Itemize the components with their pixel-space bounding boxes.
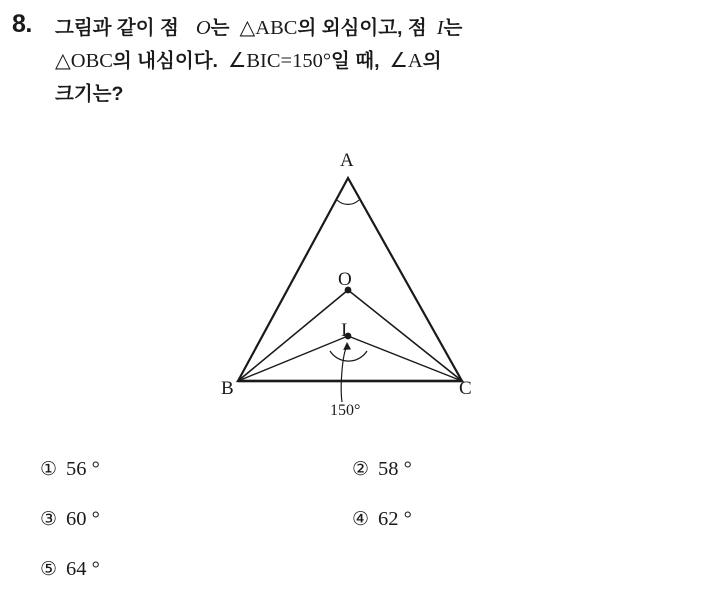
q1-text-4: 는 <box>443 17 463 39</box>
angle-leader-arrowhead <box>343 342 351 350</box>
q2-text-2: 일 때, <box>331 50 380 72</box>
choice-4[interactable] <box>352 508 412 531</box>
choice-5-value: 64 ° <box>66 558 100 580</box>
label-i: I <box>341 320 348 341</box>
choice-3[interactable] <box>40 508 100 531</box>
q3-text-1: 크기는? <box>55 83 124 105</box>
question-line-1 <box>55 12 695 45</box>
choice-1[interactable] <box>40 458 100 481</box>
q1-text-1: 그림과 같이 점 <box>55 17 179 39</box>
choice-2[interactable] <box>352 458 412 481</box>
label-b: B <box>221 378 234 399</box>
choice-2-value: 58 ° <box>378 458 412 480</box>
question-text <box>55 12 695 111</box>
angle-leader-line <box>341 346 347 402</box>
question-number: 8. <box>12 10 32 38</box>
segment-bi <box>238 336 348 381</box>
q1-text-3: 의 외심이고, 점 <box>297 17 427 39</box>
choice-4-marker: ④ <box>352 509 370 530</box>
segment-ic <box>348 336 462 381</box>
q1-math-O: O <box>195 17 211 39</box>
q2-math-150: 150 <box>292 50 323 72</box>
choice-3-marker: ③ <box>40 509 58 530</box>
label-c: C <box>459 378 472 399</box>
choice-4-value: 62 ° <box>378 508 412 530</box>
q2-text-3: 의 <box>422 50 442 72</box>
choice-2-marker: ② <box>352 459 370 480</box>
angle-arc-i <box>330 351 367 361</box>
choice-1-marker: ① <box>40 459 58 480</box>
q2-math-eq: = <box>280 50 293 72</box>
q1-math-ABC: △ABC <box>239 17 298 39</box>
q2-text-1: 의 내심이다. <box>112 50 218 72</box>
q1-math-I: I <box>436 17 444 39</box>
label-o: O <box>338 269 352 290</box>
q1-text-2: 는 <box>210 17 230 39</box>
label-angle-value: 150° <box>330 402 361 419</box>
choice-1-value: 56 ° <box>66 458 100 480</box>
q2-math-OBC: △OBC <box>55 50 113 72</box>
choice-5-marker: ⑤ <box>40 559 58 580</box>
q2-math-BIC: ∠BIC <box>227 50 281 72</box>
q2-math-deg: ° <box>322 50 332 72</box>
angle-arc-a <box>337 200 359 204</box>
triangle-figure <box>190 150 520 425</box>
q2-math-angleA: ∠A <box>389 50 423 72</box>
choice-3-value: 60 ° <box>66 508 100 530</box>
question-line-2 <box>55 45 695 78</box>
question-line-3 <box>55 78 695 111</box>
choice-5[interactable] <box>40 558 100 581</box>
label-a: A <box>340 150 354 171</box>
